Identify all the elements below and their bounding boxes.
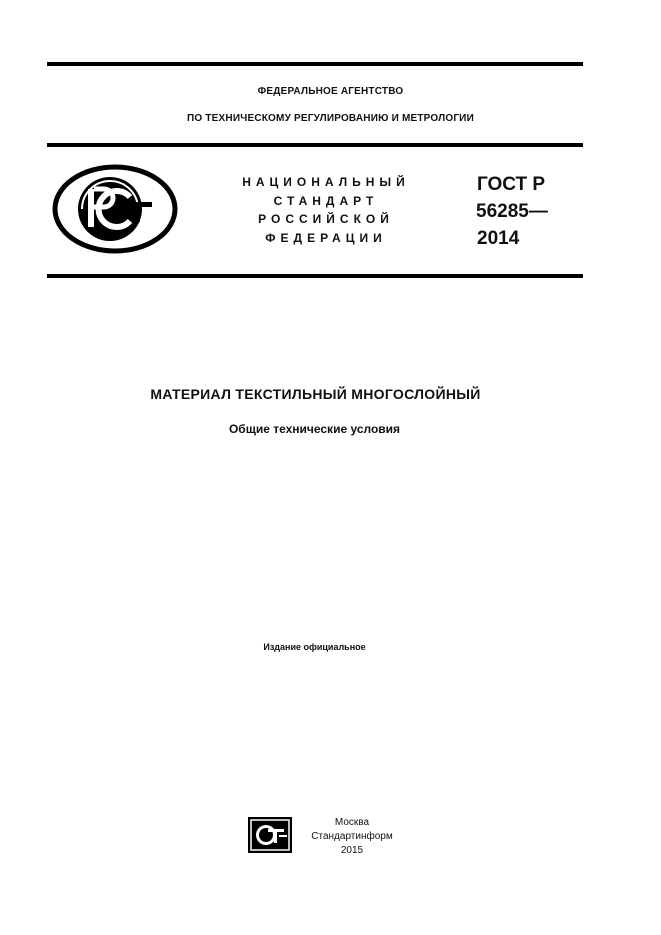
national-line-4: ФЕДЕРАЦИИ bbox=[265, 231, 387, 245]
national-line-1: НАЦИОНАЛЬНЫЙ bbox=[242, 175, 410, 189]
document-subtitle: Общие технические условия bbox=[228, 422, 401, 436]
gost-designation-line-2: 56285— bbox=[476, 201, 548, 222]
edition-note: Издание официальное bbox=[263, 642, 366, 652]
bottom-header-rule bbox=[47, 274, 583, 278]
publisher-name: Стандартинформ bbox=[311, 831, 393, 842]
standartinform-logo-icon bbox=[248, 817, 292, 853]
gost-designation-line-3: 2014 bbox=[477, 228, 520, 249]
publisher-city: Москва bbox=[334, 817, 370, 828]
publisher-year: 2015 bbox=[340, 845, 364, 856]
gost-designation-line-1: ГОСТ Р bbox=[477, 174, 546, 195]
top-rule bbox=[47, 62, 583, 66]
document-title: МАТЕРИАЛ ТЕКСТИЛЬНЫЙ МНОГОСЛОЙНЫЙ bbox=[150, 386, 481, 402]
agency-line-2: ПО ТЕХНИЧЕСКОМУ РЕГУЛИРОВАНИЮ И МЕТРОЛОГИИ bbox=[187, 113, 474, 124]
national-line-2: СТАНДАРТ bbox=[273, 194, 379, 208]
header-rule bbox=[47, 143, 583, 147]
agency-line-1: ФЕДЕРАЛЬНОЕ АГЕНТСТВО bbox=[257, 86, 404, 97]
gost-r-certification-logo-icon bbox=[52, 164, 178, 254]
national-line-3: РОССИЙСКОЙ bbox=[258, 212, 394, 226]
